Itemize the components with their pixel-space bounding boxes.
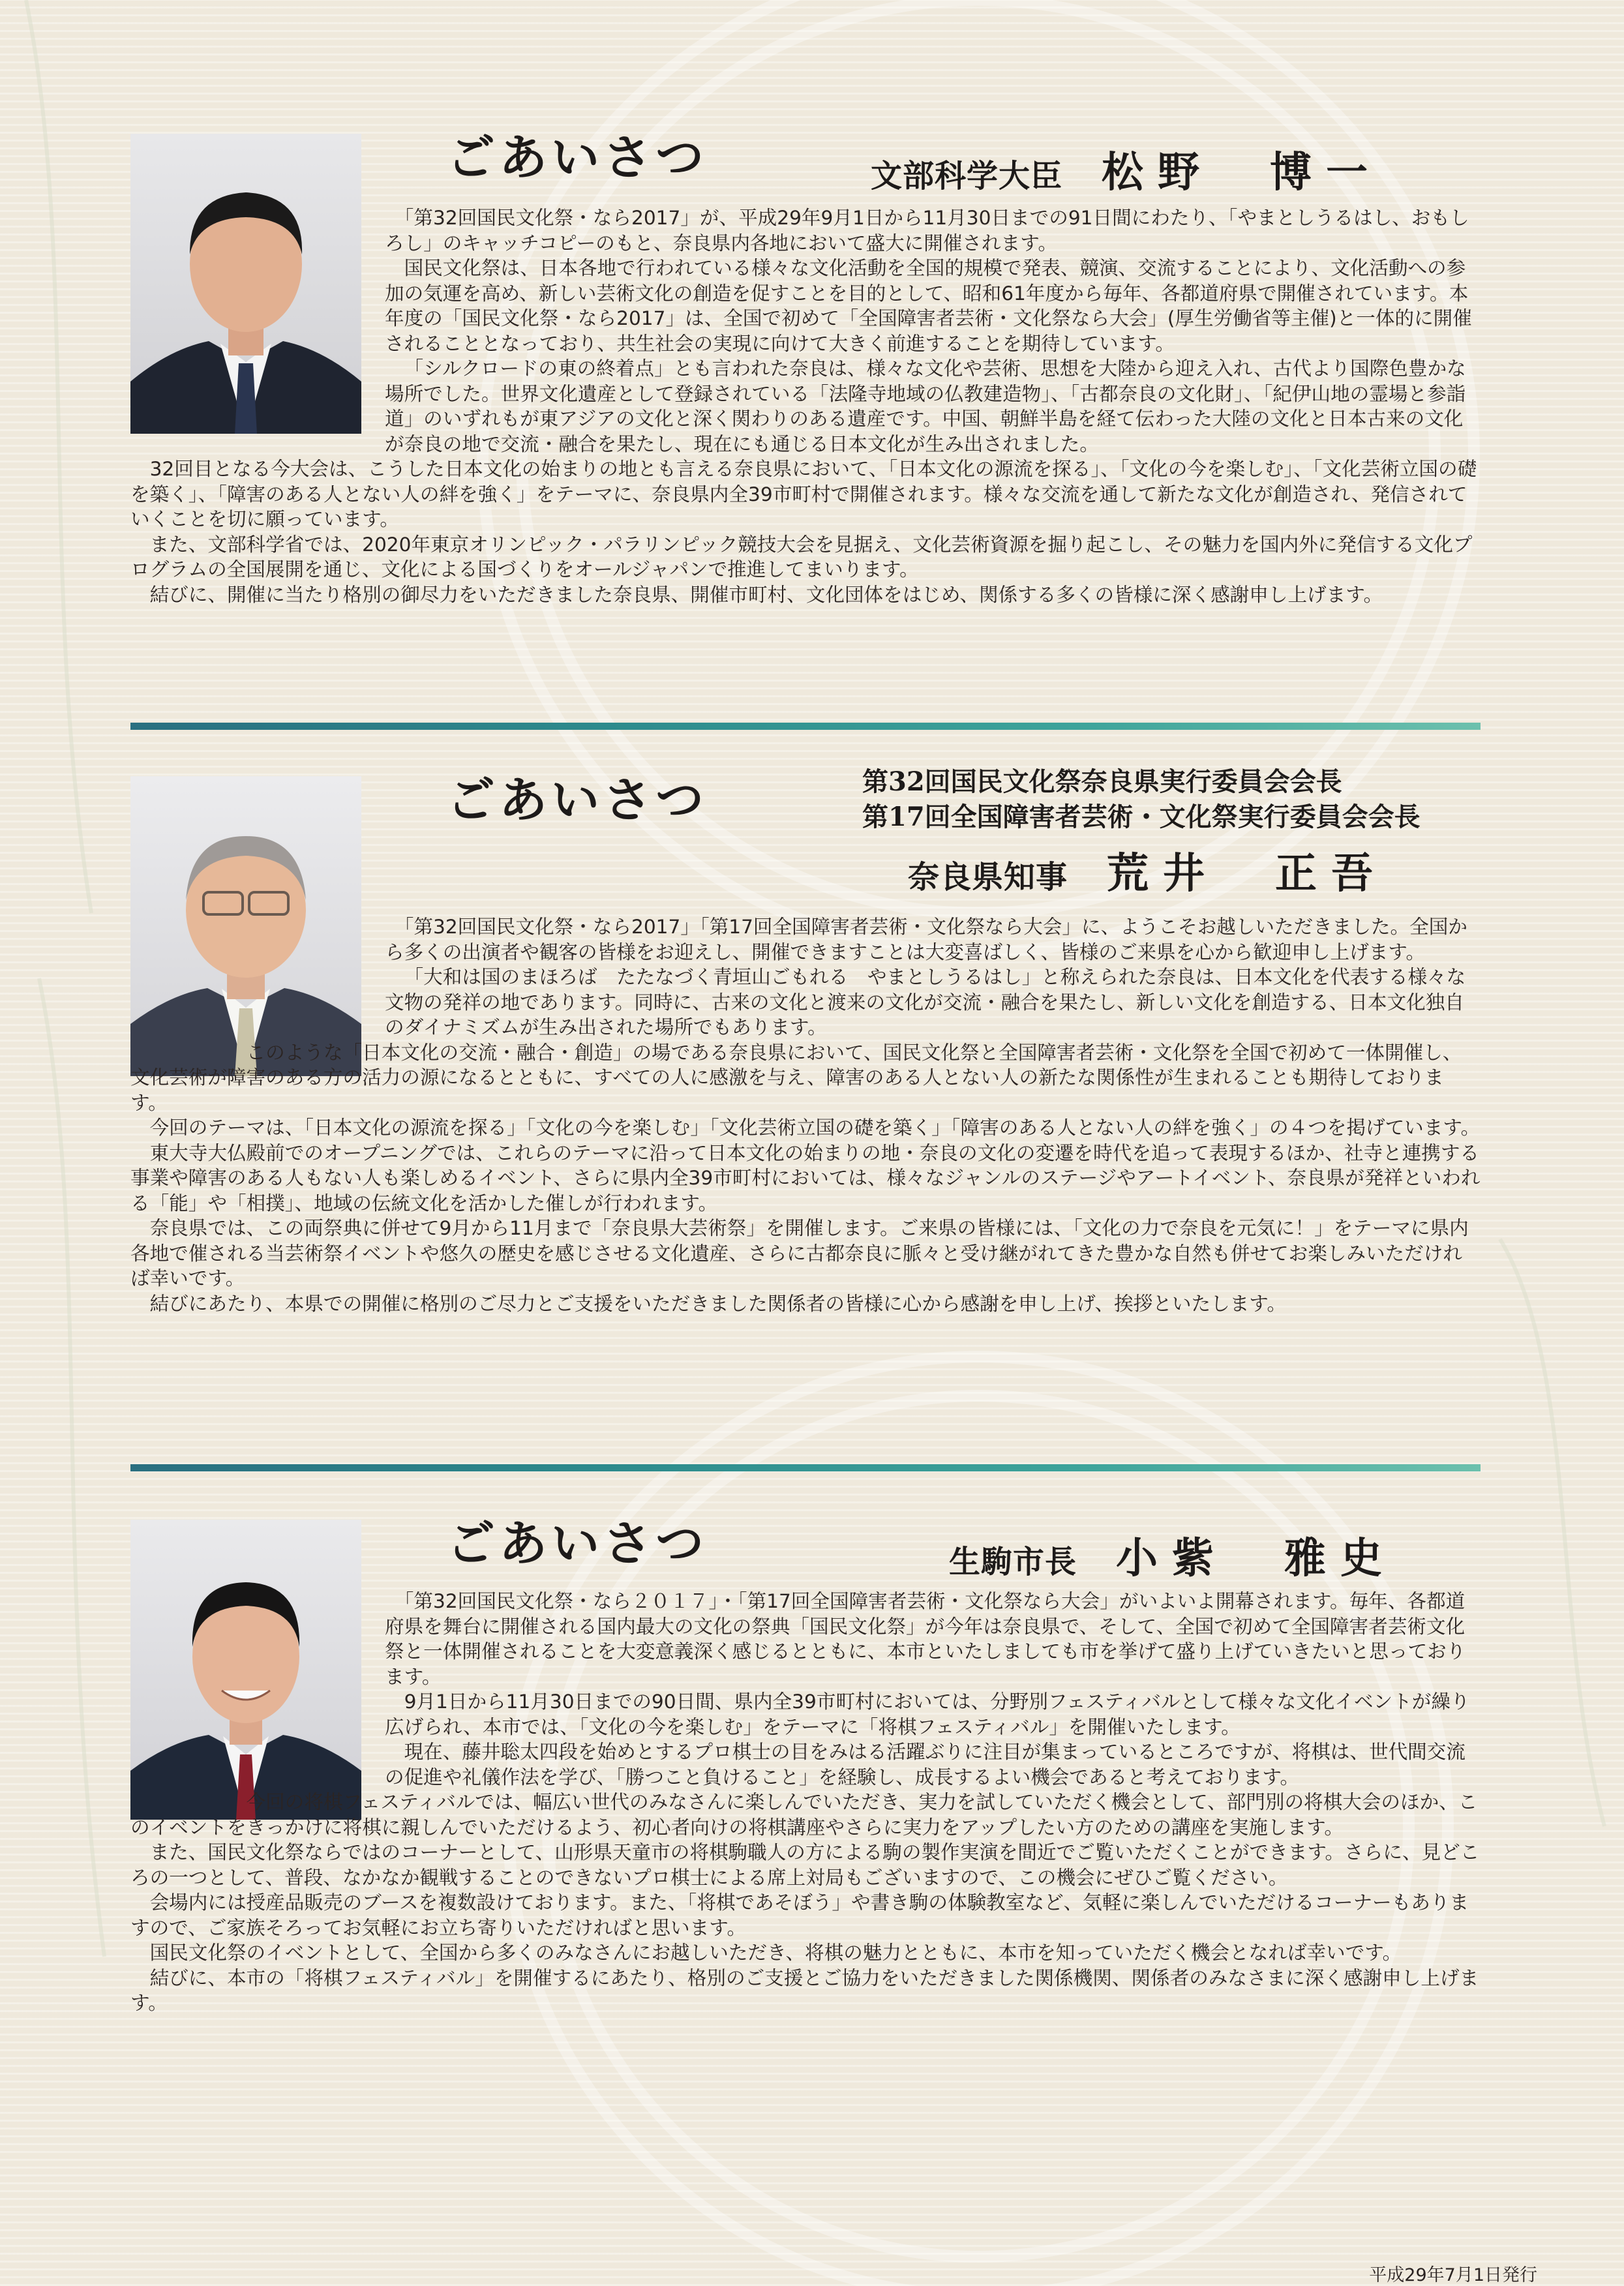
paragraph: 東大寺大仏殿前でのオープニングでは、これらのテーマに沿って日本文化の始まりの地・奈良の文化の変遷を時代を追って表現するほか、社寺と連携する事業や障害のある人もない人も楽しめるイベント、さらに県内全39市町村においては、様々なジャンルのステージやアートイベント、奈良県が発祥といわれる「能」や「相撲」、地域の伝統文化を活かした催しが行われます。 (130, 1141, 1481, 1214)
role-title: 生駒市長 (949, 1544, 1077, 1580)
section-divider (130, 1464, 1481, 1471)
person-name: 荒井 正吾 (1107, 849, 1388, 898)
paragraph: 「大和は国のまほろば たたなづく青垣山ごもれる やまとしうるはし」と称えられた奈良は、日本文化を代表する様々な文物の発祥の地であります。同時に、古来の文化と渡来の文化が交流・融合を果たし、新しい文化を創造する、日本文化独自のダイナミズムが生み出された場所でもあります。 (385, 966, 1466, 1038)
paragraph: 「シルクロードの東の終着点」とも言われた奈良は、様々な文化や芸術、思想を大陸から迎え入れ、古代より国際色豊かな場所でした。世界文化遺産として登録されている「法隆寺地域の仏教建造物」、「古都奈良の文化財」、「紀伊山地の霊場と参詣道」のいずれもが東アジアの文化と深く関わりのある遺産です。中国、朝鮮半島を経て伝わった大陸の文化と日本古来の文化が奈良の地で交流・融合を果たし、現在にも通じる日本文化が生み出されました。 (385, 357, 1466, 455)
paragraph: また、文部科学省では、2020年東京オリンピック・パラリンピック競技大会を見据え、文化芸術資源を掘り起こし、その魅力を国内外に発信する文化プログラムの全国展開を通じ、文化による国づくりをオールジャパンで推進してまいります。 (130, 533, 1473, 580)
paragraph: 結びに、開催に当たり格別の御尽力をいただきました奈良県、開催市町村、文化団体をはじめ、関係する多くの皆様に深く感謝申し上げます。 (149, 583, 1383, 606)
title-block (949, 1525, 1396, 1585)
paragraph: 国民文化祭のイベントとして、全国から多くのみなさんにお越しいただき、将棋の魅力とともに、本市を知っていただく機会となれば幸いです。 (149, 1942, 1402, 1964)
greeting-heading: ごあいさつ (447, 130, 708, 186)
paragraph: 結びにあたり、本県での開催に格別のご尽力とご支援をいただきました関係者の皆様に心から感謝を申し上げ、挨拶といたします。 (149, 1292, 1287, 1315)
person-name: 松野 博一 (1102, 148, 1383, 197)
paragraph: 現在、藤井聡太四段を始めとするプロ棋士の目をみはる活躍ぶりに注目が集まっているところですが、将棋は、世代間交流の促進や礼儀作法を学び、「勝つこと負けること」を経験し、成長するよい機会であると考えております。 (385, 1741, 1466, 1788)
greeting-body (130, 205, 1481, 607)
paragraph: 「第32回国民文化祭・なら２０１７」・「第17回全国障害者芸術・文化祭なら大会」がいよいよ開幕されます。毎年、各都道府県を舞台に開催される国内最大の文化の祭典「国民文化祭」が今年は奈良県で、そして、全国で初めて全国障害者芸術文化祭と一体開催されることを大変意義深く感じるとともに、本市といたしましても市を挙げて盛り上げていきたいと思っております。 (385, 1590, 1466, 1688)
paragraph: 国民文化祭は、日本各地で行われている様々な文化活動を全国的規模で発表、競演、交流することにより、文化活動への参加の気運を高め、新しい芸術文化の創造を促すことを目的として、昭和61年度から毎年、各都道府県で開催されています。本年度の「国民文化祭・なら2017」は、全国で初めて「全国障害者芸術・文化祭なら大会」(厚生労働省等主催)と一体的に開催されることとなっており、共生社会の実現に向けて大きく前進することを期待しています。 (385, 257, 1472, 355)
section-divider (130, 723, 1481, 730)
greeting-body (130, 914, 1481, 1316)
paragraph: 32回目となる今大会は、こうした日本文化の始まりの地とも言える奈良県において、「日本文化の源流を探る」、「文化の今を楽しむ」、「文化芸術立国の礎を築く」、「障害のある人とない人の絆を強く」をテーマに、奈良県内全39市町村で開催されます。様々な交流を通して新たな文化が創造され、発信されていくことを切に願っています。 (130, 458, 1477, 530)
greeting-heading: ごあいさつ (447, 1516, 708, 1572)
paragraph: 「第32回国民文化祭・なら2017」「第17回全国障害者芸術・文化祭なら大会」に、ようこそお越しいただきました。全国から多くの出演者や観客の皆様をお迎えし、開催できますことは大変喜ばしく、皆様のご来県を心から歓迎申し上げます。 (385, 916, 1467, 963)
greeting-body (130, 1589, 1481, 2016)
paragraph: また、国民文化祭ならではのコーナーとして、山形県天童市の将棋駒職人の方による駒の製作実演を間近でご覧いただくことができます。さらに、見どころの一つとして、普段、なかなか観戦することのできないプロ棋士による席上対局もございますので、この機会にぜひご覧ください。 (130, 1841, 1480, 1889)
role-title: 奈良県知事 (908, 859, 1068, 895)
paragraph: 「第32回国民文化祭・なら2017」が、平成29年9月1日から11月30日までの91日間にわたり、「やまとしうるはし、おもしろし」のキャッチコピーのもと、奈良県内各地において盛大に開催されます。 (385, 207, 1469, 254)
paragraph: このような「日本文化の交流・融合・創造」の場である奈良県において、国民文化祭と全国障害者芸術・文化祭を全国で初めて一体開催し、文化芸術が障害のある方の活力の源になるとともに、すべての人に感激を与え、障害のある人とない人の新たな関係性が生まれることも期待しております。 (130, 1041, 1462, 1114)
committee-role-2: 第17回全国障害者芸術・文化祭実行委員会会長 (862, 802, 1421, 832)
paragraph: 今回の将棋フェスティバルでは、幅広い世代のみなさんに楽しんでいただき、実力を試していただく機会として、部門別の将棋大会のほか、このイベントをきっかけに将棋に親しんでいただけるよう、初心者向けの将棋講座やさらに実力をアップしたい方のための講座を実施します。 (130, 1791, 1478, 1839)
greeting-heading: ごあいさつ (447, 772, 708, 828)
title-block (871, 139, 1382, 199)
person-name: 小紫 雅史 (1116, 1534, 1397, 1583)
role-title: 文部科学大臣 (871, 158, 1063, 194)
title-block (862, 764, 1421, 900)
publication-date: 平成29年7月1日発行 (1369, 2265, 1537, 2285)
paragraph: 9月1日から11月30日までの90日間、県内全39市町村においては、分野別フェスティバルとして様々な文化イベントが繰り広げられ、本市では、「文化の今を楽しむ」をテーマに「将棋フェスティバル」を開催いたします。 (385, 1691, 1470, 1738)
paragraph: 会場内には授産品販売のブースを複数設けております。また、「将棋であそぼう」や書き駒の体験教室など、気軽に楽しんでいただけるコーナーもありますので、ご家族そろってお気軽にお立ち寄りいただければと思います。 (130, 1891, 1469, 1939)
paragraph: 奈良県では、この両祭典に併せて9月から11月まで「奈良県大芸術祭」を開催します。ご来県の皆様には、「文化の力で奈良を元気に！」をテーマに県内各地で催される当芸術祭イベントや悠久の歴史を感じさせる文化遺産、さらに古都奈良に脈々と受け継がれてきた豊かな自然も併せてお楽しみいただければ幸いです。 (130, 1217, 1469, 1289)
paragraph: 結びに、本市の「将棋フェスティバル」を開催するにあたり、格別のご支援とご協力をいただきました関係機関、関係者のみなさまに深く感謝申し上げます。 (130, 1966, 1479, 2014)
committee-role-1: 第32回国民文化祭奈良県実行委員会会長 (862, 766, 1342, 797)
paragraph: 今回のテーマは、「日本文化の源流を探る」「文化の今を楽しむ」「文化芸術立国の礎を築く」「障害のある人とない人の絆を強く」の４つを掲げています。 (149, 1117, 1481, 1139)
